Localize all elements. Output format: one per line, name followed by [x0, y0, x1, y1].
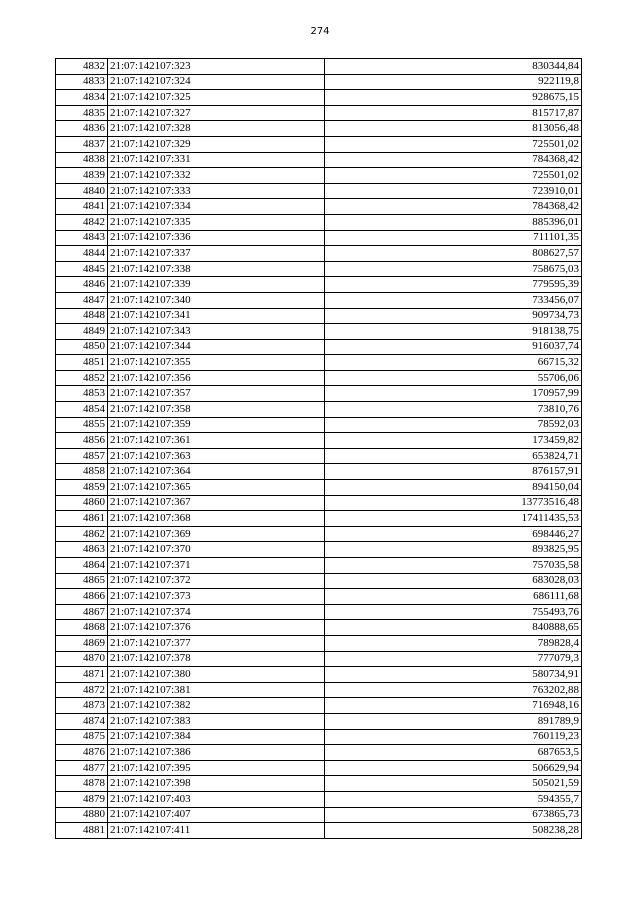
table-row: [56, 339, 582, 355]
cadastral-number: 21:07:142107:361: [108, 433, 325, 449]
table-row: [56, 682, 582, 698]
cadastral-number: 21:07:142107:382: [108, 698, 325, 714]
row-number: 4861: [56, 511, 108, 527]
row-number: 4833: [56, 74, 108, 90]
cadastral-value: 580734,91: [325, 667, 582, 683]
row-number: 4834: [56, 90, 108, 106]
table-row: [56, 90, 582, 106]
cadastral-number: 21:07:142107:383: [108, 713, 325, 729]
table-row: [56, 667, 582, 683]
cadastral-number: 21:07:142107:372: [108, 573, 325, 589]
table-row: [56, 324, 582, 340]
cadastral-number: 21:07:142107:357: [108, 386, 325, 402]
table-row: [56, 713, 582, 729]
cadastral-number: 21:07:142107:335: [108, 214, 325, 230]
cadastral-value: 508238,28: [325, 823, 582, 839]
table-row: [56, 651, 582, 667]
cadastral-number: 21:07:142107:376: [108, 620, 325, 636]
row-number: 4879: [56, 791, 108, 807]
table-row: [56, 698, 582, 714]
cadastral-value: 594355,7: [325, 791, 582, 807]
cadastral-number: 21:07:142107:337: [108, 246, 325, 262]
row-number: 4838: [56, 152, 108, 168]
table-row: [56, 558, 582, 574]
row-number: 4853: [56, 386, 108, 402]
table-row: [56, 823, 582, 839]
cadastral-value: 891789,9: [325, 713, 582, 729]
cadastral-value: 916037,74: [325, 339, 582, 355]
cadastral-number: 21:07:142107:381: [108, 682, 325, 698]
cadastral-value: 755493,76: [325, 604, 582, 620]
cadastral-number: 21:07:142107:367: [108, 495, 325, 511]
table-row: [56, 74, 582, 90]
cadastral-value: 922119,8: [325, 74, 582, 90]
table-row: [56, 136, 582, 152]
cadastral-value: 506629,94: [325, 760, 582, 776]
cadastral-value: 686111,68: [325, 589, 582, 605]
cadastral-value: 757035,58: [325, 558, 582, 574]
row-number: 4850: [56, 339, 108, 355]
cadastral-value: 687653,5: [325, 745, 582, 761]
cadastral-value: 725501,02: [325, 136, 582, 152]
cadastral-value: 78592,03: [325, 417, 582, 433]
cadastral-value: 505021,59: [325, 776, 582, 792]
cadastral-number: 21:07:142107:373: [108, 589, 325, 605]
cadastral-number: 21:07:142107:338: [108, 261, 325, 277]
cadastral-value: 777079,3: [325, 651, 582, 667]
row-number: 4868: [56, 620, 108, 636]
cadastral-number: 21:07:142107:377: [108, 635, 325, 651]
row-number: 4846: [56, 277, 108, 293]
cadastral-number: 21:07:142107:333: [108, 183, 325, 199]
row-number: 4864: [56, 558, 108, 574]
row-number: 4878: [56, 776, 108, 792]
table-row: [56, 105, 582, 121]
cadastral-number: 21:07:142107:332: [108, 168, 325, 184]
cadastral-value: 893825,95: [325, 542, 582, 558]
table-row: [56, 807, 582, 823]
table-row: [56, 745, 582, 761]
cadastral-number: 21:07:142107:378: [108, 651, 325, 667]
table-row: [56, 246, 582, 262]
row-number: 4851: [56, 355, 108, 371]
cadastral-value: 673865,73: [325, 807, 582, 823]
cadastral-number: 21:07:142107:327: [108, 105, 325, 121]
page-number: 274: [310, 26, 330, 37]
table-row: [56, 791, 582, 807]
table-row: [56, 760, 582, 776]
row-number: 4874: [56, 713, 108, 729]
cadastral-number: 21:07:142107:364: [108, 464, 325, 480]
row-number: 4870: [56, 651, 108, 667]
table-body: [56, 59, 582, 839]
cadastral-value: 909734,73: [325, 308, 582, 324]
row-number: 4872: [56, 682, 108, 698]
cadastral-value: 808627,57: [325, 246, 582, 262]
cadastral-value: 17411435,53: [325, 511, 582, 527]
table-row: [56, 308, 582, 324]
cadastral-value: 723910,01: [325, 183, 582, 199]
cadastral-value: 815717,87: [325, 105, 582, 121]
row-number: 4842: [56, 214, 108, 230]
table-row: [56, 59, 582, 75]
row-number: 4847: [56, 292, 108, 308]
cadastral-value: 758675,03: [325, 261, 582, 277]
table-row: [56, 542, 582, 558]
cadastral-number: 21:07:142107:328: [108, 121, 325, 137]
cadastral-number: 21:07:142107:339: [108, 277, 325, 293]
cadastral-number: 21:07:142107:344: [108, 339, 325, 355]
cadastral-number: 21:07:142107:369: [108, 526, 325, 542]
cadastral-value: 918138,75: [325, 324, 582, 340]
table-row: [56, 199, 582, 215]
cadastral-number: 21:07:142107:395: [108, 760, 325, 776]
row-number: 4859: [56, 480, 108, 496]
cadastral-value: 779595,39: [325, 277, 582, 293]
table-row: [56, 417, 582, 433]
table-row: [56, 386, 582, 402]
row-number: 4873: [56, 698, 108, 714]
cadastral-number: 21:07:142107:325: [108, 90, 325, 106]
table-row: [56, 573, 582, 589]
table-row: [56, 214, 582, 230]
cadastral-value: 928675,15: [325, 90, 582, 106]
cadastral-value: 789828,4: [325, 635, 582, 651]
cadastral-value: 13773516,48: [325, 495, 582, 511]
row-number: 4837: [56, 136, 108, 152]
table-row: [56, 480, 582, 496]
cadastral-value: 66715,32: [325, 355, 582, 371]
cadastral-value: 885396,01: [325, 214, 582, 230]
cadastral-number: 21:07:142107:323: [108, 59, 325, 75]
cadastral-value: 760119,23: [325, 729, 582, 745]
cadastral-value: 170957,99: [325, 386, 582, 402]
table-row: [56, 261, 582, 277]
table-row: [56, 620, 582, 636]
row-number: 4849: [56, 324, 108, 340]
table-row: [56, 464, 582, 480]
cadastral-value-table: [55, 58, 582, 839]
cadastral-number: 21:07:142107:365: [108, 480, 325, 496]
cadastral-number: 21:07:142107:363: [108, 448, 325, 464]
cadastral-value: 683028,03: [325, 573, 582, 589]
row-number: 4881: [56, 823, 108, 839]
cadastral-number: 21:07:142107:340: [108, 292, 325, 308]
cadastral-number: 21:07:142107:359: [108, 417, 325, 433]
cadastral-value: 73810,76: [325, 402, 582, 418]
cadastral-number: 21:07:142107:341: [108, 308, 325, 324]
table-row: [56, 292, 582, 308]
cadastral-value: 830344,84: [325, 59, 582, 75]
row-number: 4836: [56, 121, 108, 137]
cadastral-number: 21:07:142107:343: [108, 324, 325, 340]
row-number: 4880: [56, 807, 108, 823]
cadastral-value: 711101,35: [325, 230, 582, 246]
row-number: 4854: [56, 402, 108, 418]
row-number: 4866: [56, 589, 108, 605]
table-row: [56, 433, 582, 449]
row-number: 4876: [56, 745, 108, 761]
cadastral-number: 21:07:142107:334: [108, 199, 325, 215]
cadastral-value: 55706,06: [325, 370, 582, 386]
table-row: [56, 121, 582, 137]
table-row: [56, 402, 582, 418]
table-row: [56, 152, 582, 168]
row-number: 4858: [56, 464, 108, 480]
cadastral-value: 725501,02: [325, 168, 582, 184]
table-row: [56, 183, 582, 199]
cadastral-number: 21:07:142107:368: [108, 511, 325, 527]
cadastral-number: 21:07:142107:358: [108, 402, 325, 418]
row-number: 4869: [56, 635, 108, 651]
row-number: 4845: [56, 261, 108, 277]
table-row: [56, 604, 582, 620]
table-row: [56, 277, 582, 293]
cadastral-number: 21:07:142107:398: [108, 776, 325, 792]
row-number: 4862: [56, 526, 108, 542]
row-number: 4852: [56, 370, 108, 386]
cadastral-value: 733456,07: [325, 292, 582, 308]
cadastral-value: 698446,27: [325, 526, 582, 542]
row-number: 4865: [56, 573, 108, 589]
cadastral-number: 21:07:142107:355: [108, 355, 325, 371]
row-number: 4856: [56, 433, 108, 449]
cadastral-value: 716948,16: [325, 698, 582, 714]
table-row: [56, 168, 582, 184]
cadastral-value: 653824,71: [325, 448, 582, 464]
table-row: [56, 526, 582, 542]
cadastral-number: 21:07:142107:374: [108, 604, 325, 620]
cadastral-number: 21:07:142107:384: [108, 729, 325, 745]
cadastral-number: 21:07:142107:356: [108, 370, 325, 386]
row-number: 4863: [56, 542, 108, 558]
cadastral-number: 21:07:142107:407: [108, 807, 325, 823]
row-number: 4855: [56, 417, 108, 433]
row-number: 4877: [56, 760, 108, 776]
cadastral-value: 813056,48: [325, 121, 582, 137]
row-number: 4835: [56, 105, 108, 121]
table-row: [56, 635, 582, 651]
cadastral-value: 876157,91: [325, 464, 582, 480]
cadastral-number: 21:07:142107:380: [108, 667, 325, 683]
cadastral-value: 784368,42: [325, 199, 582, 215]
cadastral-value: 784368,42: [325, 152, 582, 168]
row-number: 4871: [56, 667, 108, 683]
row-number: 4840: [56, 183, 108, 199]
row-number: 4844: [56, 246, 108, 262]
row-number: 4857: [56, 448, 108, 464]
cadastral-number: 21:07:142107:331: [108, 152, 325, 168]
table-row: [56, 776, 582, 792]
row-number: 4843: [56, 230, 108, 246]
cadastral-value: 763202,88: [325, 682, 582, 698]
row-number: 4875: [56, 729, 108, 745]
table-row: [56, 495, 582, 511]
cadastral-value: 840888,65: [325, 620, 582, 636]
row-number: 4841: [56, 199, 108, 215]
cadastral-number: 21:07:142107:403: [108, 791, 325, 807]
row-number: 4848: [56, 308, 108, 324]
cadastral-value: 894150,04: [325, 480, 582, 496]
cadastral-number: 21:07:142107:329: [108, 136, 325, 152]
table-row: [56, 589, 582, 605]
cadastral-number: 21:07:142107:386: [108, 745, 325, 761]
cadastral-number: 21:07:142107:371: [108, 558, 325, 574]
row-number: 4832: [56, 59, 108, 75]
table-row: [56, 729, 582, 745]
cadastral-number: 21:07:142107:411: [108, 823, 325, 839]
table-row: [56, 355, 582, 371]
cadastral-value: 173459,82: [325, 433, 582, 449]
table-row: [56, 448, 582, 464]
cadastral-number: 21:07:142107:324: [108, 74, 325, 90]
row-number: 4867: [56, 604, 108, 620]
row-number: 4860: [56, 495, 108, 511]
table-row: [56, 230, 582, 246]
cadastral-number: 21:07:142107:336: [108, 230, 325, 246]
row-number: 4839: [56, 168, 108, 184]
cadastral-number: 21:07:142107:370: [108, 542, 325, 558]
table-row: [56, 370, 582, 386]
table-row: [56, 511, 582, 527]
